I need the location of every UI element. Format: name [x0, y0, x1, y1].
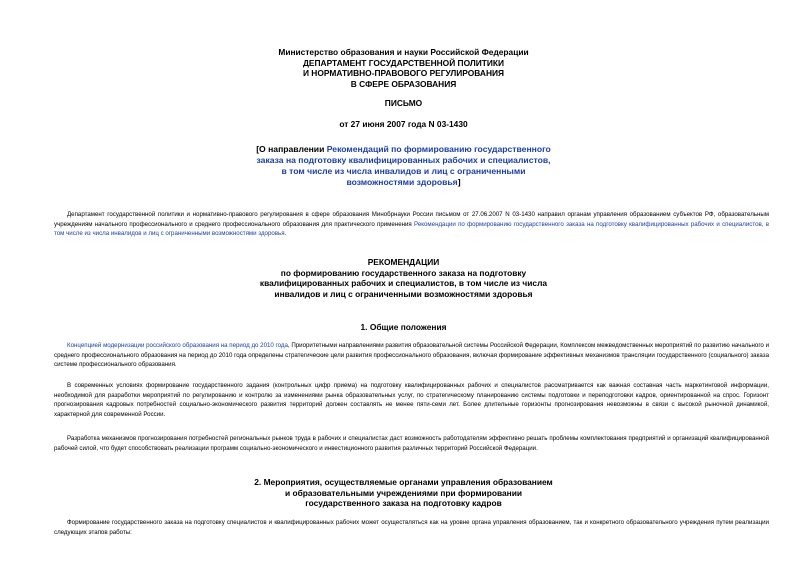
section-2-heading-line-1: 2. Мероприятия, осуществляемые органами управления образованием [254, 477, 553, 487]
intro-text: Департамент государственной политики и нормативно-правового регулирования в сфере образования Минобрнауки России письмом от 27.06.2007 N 03-1430 направил органам управления образованием субъектов РФ, образовательным учреждениям начального профессионального и среднего профессионального образования для практического применения [54, 211, 769, 228]
ministry-name: Министерство образования и науки Российской Федерации [278, 47, 529, 57]
title-close-bracket: ] [457, 177, 461, 187]
recommendations-heading [0, 257, 807, 299]
recommendations-line-2: по формированию государственного заказа на подготовку [280, 267, 527, 278]
recommendations-line-3: квалифицированных рабочих и специалистов, в том числе из числа [259, 278, 548, 288]
section-2-heading-line-2: и образовательными учреждениями при формировании [285, 487, 522, 498]
section-1-p1-text: , Приоритетными направлениями развития образовательной системы Российской Федерации, Комплексом межведомственных мероприятий по развитию начального и среднего профессионального образования на период до 2010 года определены стратегические цели развития профессионального образования, включая формирование эффективных механизмов трансляции государственного (социального) заказа системе профессионального образования. [54, 342, 769, 368]
title-open-bracket: [О направлении [256, 144, 327, 154]
document-header [0, 47, 807, 89]
document-date: от 27 июня 2007 года N 03-1430 [339, 119, 468, 129]
department-line-3: В СФЕРЕ ОБРАЗОВАНИЯ [350, 78, 457, 89]
concept-link[interactable]: Концепцией модернизации российского образования на период до 2010 года [67, 342, 288, 349]
section-1-paragraph-3: Разработка механизмов прогнозирования потребностей региональных рынков труда в рабочих и специалистах даст возможность работодателям эффективно решать проблемы комплектования предприятий и организаций квалифицированной рабочей силой, что будет способствовать реализации программ социально-экономического и инвестиционного развития различных территорий Российской Федерации. [54, 435, 769, 452]
department-line-1: ДЕПАРТАМЕНТ ГОСУДАРСТВЕННОЙ ПОЛИТИКИ [302, 57, 505, 68]
intro-end: . [284, 230, 287, 237]
title-link-line-1[interactable]: Рекомендаций по формированию государственного [326, 144, 551, 154]
recommendations-line-4: инвалидов и лиц с ограниченными возможностями здоровья [274, 288, 533, 299]
intro-paragraph [54, 210, 769, 239]
document-title [0, 144, 807, 188]
section-2-heading-line-3: государственного заказа на подготовку кадров [305, 498, 502, 508]
title-link-line-4[interactable]: возможностями здоровья [346, 177, 458, 187]
section-1-heading: 1. Общие положения [360, 322, 447, 332]
title-link-line-3[interactable]: в том числе из числа инвалидов и лиц с ограниченными [281, 166, 526, 176]
section-2-heading [0, 477, 807, 509]
recommendations-line-1: РЕКОМЕНДАЦИИ [367, 257, 440, 267]
section-2-paragraph-1: Формирование государственного заказа на подготовку специалистов и квалифицированных рабочих может осуществляться как на уровне органа управления образованием, так и конкретного образовательного учреждения путем реализации следующих этапов работы: [54, 519, 769, 536]
department-line-2: И НОРМАТИВНО-ПРАВОВОГО РЕГУЛИРОВАНИЯ [302, 68, 505, 78]
document-type: ПИСЬМО [384, 98, 423, 108]
title-link-line-2[interactable]: заказа на подготовку квалифицированных рабочих и специалистов, [256, 155, 551, 165]
recommendations-link[interactable]: Рекомендации по формированию государственного заказа на подготовку квалифицированных рабочих и специалистов, в том числе из числа инвалидов и лиц с ограниченными возможностями здоровья [54, 220, 769, 237]
section-1-paragraph-1 [54, 341, 769, 370]
section-1-paragraph-2: В современных условиях формирование государственного задания (контрольных цифр приема) на подготовку квалифицированных рабочих и специалистов рассматривается как важная составная часть маркетинговой информации, необходимой для разработки мероприятий по регулированию и контролю за изменениями рынка образовательных услуг, по стратегическому планированию системы подготовки и переподготовки кадров, ориентированной на спрос. Горизонт прогнозирования кадровых потребностей социально-экономического развития территорий должен составлять не менее пяти-семи лет. Более длительные горизонты прогнозирования невозможны в связи с высокой рыночной динамикой, характерной для современной России. [54, 382, 769, 418]
